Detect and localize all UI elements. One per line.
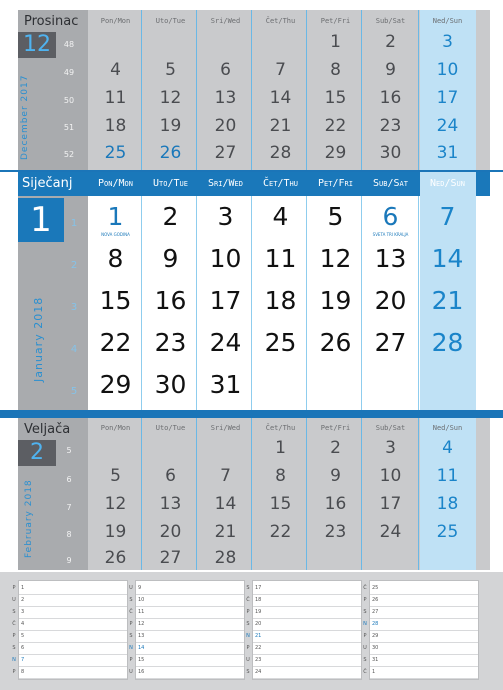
dec-day-29: 29 [324, 143, 347, 163]
notes-day-number: 8 [21, 669, 25, 675]
notes-day-letter: Č [246, 597, 250, 603]
jan-day-6: 6 [382, 202, 399, 231]
february-year-label: February 2018 [24, 479, 34, 558]
notes-line [136, 666, 244, 667]
notes-day-number: 11 [138, 609, 145, 615]
notes-day-number: 30 [372, 645, 379, 651]
feb-day-13: 13 [159, 494, 182, 514]
jan-holiday-note-1: NOVA GODINA [101, 232, 130, 237]
december-year-label: December 2017 [20, 74, 30, 160]
jan-day-31: 31 [209, 370, 242, 399]
jan-day-5: 5 [327, 202, 344, 231]
feb-day-26: 26 [104, 548, 127, 568]
dec-week-48: 48 [63, 40, 75, 49]
notes-day-letter: P [363, 597, 367, 603]
dec-day-5: 5 [165, 60, 176, 80]
dec-header-3: Čet/Thu [265, 17, 296, 25]
notes-day-letter: S [246, 669, 250, 675]
january-year-label: January 2018 [32, 296, 45, 382]
jan-day-16: 16 [154, 286, 187, 315]
notes-day-number: 24 [255, 669, 262, 675]
dec-day-15: 15 [324, 88, 347, 108]
notes-day-letter: P [12, 585, 16, 591]
notes-day-letter: Č [363, 669, 367, 675]
feb-week-7: 7 [66, 503, 72, 512]
feb-week-5: 5 [66, 446, 72, 455]
notes-line [370, 630, 478, 631]
dec-day-26: 26 [159, 143, 182, 163]
notes-box-3[interactable] [363, 580, 479, 680]
dec-day-28: 28 [269, 143, 292, 163]
notes-day-letter: P [129, 621, 133, 627]
feb-header-1: Uto/Tue [155, 424, 186, 432]
feb-day-20: 20 [159, 522, 182, 542]
notes-line [253, 666, 361, 667]
feb-day-3: 3 [385, 438, 396, 458]
notes-day-letter: P [246, 609, 250, 615]
dec-day-11: 11 [104, 88, 127, 108]
notes-day-number: 29 [372, 633, 379, 639]
notes-day-number: 16 [138, 669, 145, 675]
feb-week-9: 9 [66, 556, 72, 565]
jan-day-2: 2 [162, 202, 179, 231]
notes-day-number: 3 [21, 609, 25, 615]
notes-day-letter: N [363, 621, 367, 627]
jan-day-3: 3 [217, 202, 234, 231]
notes-day-letter: P [129, 657, 133, 663]
jan-header-6: Ned/Sun [430, 178, 465, 189]
jan-day-13: 13 [374, 244, 407, 273]
notes-line [370, 642, 478, 643]
jan-day-25: 25 [264, 328, 297, 357]
feb-day-5: 5 [110, 466, 121, 486]
feb-day-28: 28 [214, 548, 237, 568]
jan-day-8: 8 [107, 244, 124, 273]
jan-header-5: Sub/Sat [373, 178, 408, 189]
jan-day-9: 9 [162, 244, 179, 273]
january-month-number-box [18, 198, 64, 242]
notes-day-letter: S [246, 585, 250, 591]
dec-week-52: 52 [63, 150, 75, 159]
dec-week-49: 49 [63, 68, 75, 77]
notes-day-number: 27 [372, 609, 379, 615]
notes-day-letter: Č [12, 621, 16, 627]
dec-header-0: Pon/Mon [100, 17, 131, 25]
feb-day-6: 6 [165, 466, 176, 486]
december-month-name: Prosinac [24, 14, 79, 29]
notes-line [370, 654, 478, 655]
feb-day-12: 12 [104, 494, 127, 514]
jan-week-5: 5 [70, 386, 78, 397]
jan-week-1: 1 [70, 218, 78, 229]
feb-day-1: 1 [275, 438, 286, 458]
notes-day-number: 5 [21, 633, 25, 639]
notes-day-number: 25 [372, 585, 379, 591]
jan-week-4: 4 [70, 344, 78, 355]
dec-day-27: 27 [214, 143, 237, 163]
december-grid [88, 10, 480, 170]
jan-day-22: 22 [99, 328, 132, 357]
feb-day-18: 18 [436, 494, 459, 514]
notes-day-number: 1 [372, 669, 376, 675]
notes-day-number: 28 [372, 621, 379, 627]
notes-day-number: 6 [21, 645, 25, 651]
dec-day-19: 19 [159, 116, 182, 136]
feb-header-5: Sub/Sat [375, 424, 406, 432]
notes-day-letter: S [12, 609, 16, 615]
dec-day-31: 31 [436, 143, 459, 163]
feb-header-4: Pet/Fri [320, 424, 351, 432]
notes-line [370, 594, 478, 595]
jan-day-7: 7 [439, 202, 456, 231]
dec-day-9: 9 [385, 60, 396, 80]
dec-day-12: 12 [159, 88, 182, 108]
notes-day-number: 9 [138, 585, 142, 591]
notes-day-letter: Č [129, 609, 133, 615]
dec-header-4: Pet/Fri [320, 17, 351, 25]
notes-line [136, 618, 244, 619]
notes-day-letter: S [12, 645, 16, 651]
dec-day-13: 13 [214, 88, 237, 108]
notes-line [19, 654, 127, 655]
dec-day-17: 17 [436, 88, 459, 108]
dec-day-16: 16 [379, 88, 402, 108]
notes-line [136, 642, 244, 643]
dec-day-7: 7 [275, 60, 286, 80]
notes-day-number: 12 [138, 621, 145, 627]
jan-day-10: 10 [209, 244, 242, 273]
notes-line [19, 666, 127, 667]
notes-day-number: 4 [21, 621, 25, 627]
january-month-number: 1 [30, 200, 52, 240]
notes-line [19, 606, 127, 607]
notes-line [19, 678, 127, 679]
notes-day-letter: U [129, 585, 133, 591]
notes-line [370, 666, 478, 667]
jan-day-11: 11 [264, 244, 297, 273]
notes-day-letter: S [129, 597, 133, 603]
jan-day-21: 21 [431, 286, 464, 315]
notes-line [136, 678, 244, 679]
notes-day-letter: P [12, 633, 16, 639]
feb-day-17: 17 [379, 494, 402, 514]
jan-holiday-note-6: SVETA TRI KRALJA [372, 232, 409, 237]
feb-day-16: 16 [324, 494, 347, 514]
feb-day-4: 4 [442, 438, 453, 458]
jan-day-15: 15 [99, 286, 132, 315]
notes-day-letter: P [363, 633, 367, 639]
notes-day-number: 21 [255, 633, 262, 639]
dec-day-3: 3 [442, 32, 453, 52]
jan-day-26: 26 [319, 328, 352, 357]
feb-day-21: 21 [214, 522, 237, 542]
notes-line [19, 630, 127, 631]
feb-day-8: 8 [275, 466, 286, 486]
dec-day-20: 20 [214, 116, 237, 136]
notes-line [253, 678, 361, 679]
dec-week-50: 50 [63, 96, 75, 105]
jan-header-2: Sri/Wed [208, 178, 243, 189]
dec-day-4: 4 [110, 60, 121, 80]
notes-day-number: 17 [255, 585, 262, 591]
notes-day-letter: N [246, 633, 250, 639]
dec-day-21: 21 [269, 116, 292, 136]
notes-day-letter: U [363, 645, 367, 651]
notes-day-number: 18 [255, 597, 262, 603]
january-grid [88, 172, 480, 410]
notes-day-letter: N [129, 645, 133, 651]
notes-line [136, 630, 244, 631]
jan-day-14: 14 [431, 244, 464, 273]
dec-day-22: 22 [324, 116, 347, 136]
notes-day-letter: S [246, 621, 250, 627]
notes-line [19, 642, 127, 643]
notes-line [19, 618, 127, 619]
jan-day-28: 28 [431, 328, 464, 357]
notes-box-2[interactable] [246, 580, 362, 680]
feb-day-23: 23 [324, 522, 347, 542]
notes-box-0[interactable] [12, 580, 128, 680]
jan-day-4: 4 [272, 202, 289, 231]
dec-header-2: Sri/Wed [210, 17, 241, 25]
dec-day-25: 25 [104, 143, 127, 163]
dec-day-10: 10 [436, 60, 459, 80]
jan-day-29: 29 [99, 370, 132, 399]
dec-header-1: Uto/Tue [155, 17, 186, 25]
feb-header-3: Čet/Thu [265, 424, 296, 432]
jan-day-27: 27 [374, 328, 407, 357]
notes-day-letter: U [12, 597, 16, 603]
feb-week-8: 8 [66, 530, 72, 539]
feb-col-separator [418, 418, 419, 570]
notes-line [370, 678, 478, 679]
dec-col-separator [418, 10, 419, 170]
feb-header-6: Ned/Sun [432, 424, 463, 432]
notes-day-number: 19 [255, 609, 262, 615]
dec-day-6: 6 [220, 60, 231, 80]
jan-col-separator [418, 196, 419, 410]
notes-line [370, 606, 478, 607]
feb-header-0: Pon/Mon [100, 424, 131, 432]
notes-day-letter: S [129, 633, 133, 639]
notes-day-letter: S [363, 657, 367, 663]
jan-day-1: 1 [107, 202, 124, 231]
feb-day-15: 15 [269, 494, 292, 514]
notes-day-letter: Č [363, 585, 367, 591]
february-month-number-box [18, 440, 56, 466]
notes-day-number: 14 [138, 645, 145, 651]
january-panel [18, 172, 490, 410]
december-month-number-box [18, 32, 56, 58]
jan-day-12: 12 [319, 244, 352, 273]
jan-divider [0, 410, 503, 418]
dec-day-18: 18 [104, 116, 127, 136]
notes-day-number: 1 [21, 585, 25, 591]
december-month-number: 12 [23, 32, 51, 57]
feb-day-10: 10 [379, 466, 402, 486]
notes-day-number: 2 [21, 597, 25, 603]
december-panel [18, 10, 490, 170]
feb-day-9: 9 [330, 466, 341, 486]
notes-line [253, 630, 361, 631]
notes-day-number: 23 [255, 657, 262, 663]
jan-day-23: 23 [154, 328, 187, 357]
notes-line [253, 618, 361, 619]
notes-line [253, 642, 361, 643]
dec-day-8: 8 [330, 60, 341, 80]
dec-day-14: 14 [269, 88, 292, 108]
dec-day-24: 24 [436, 116, 459, 136]
notes-line [136, 654, 244, 655]
notes-day-letter: P [12, 669, 16, 675]
dec-day-30: 30 [379, 143, 402, 163]
feb-day-14: 14 [214, 494, 237, 514]
notes-line [253, 606, 361, 607]
notes-day-number: 15 [138, 657, 145, 663]
jan-day-19: 19 [319, 286, 352, 315]
feb-day-22: 22 [269, 522, 292, 542]
dec-day-23: 23 [379, 116, 402, 136]
jan-header-0: Pon/Mon [98, 178, 133, 189]
jan-day-30: 30 [154, 370, 187, 399]
february-panel [18, 418, 490, 570]
february-month-name: Veljača [24, 422, 71, 437]
notes-day-number: 10 [138, 597, 145, 603]
jan-day-18: 18 [264, 286, 297, 315]
dec-day-1: 1 [330, 32, 341, 52]
feb-week-6: 6 [66, 475, 72, 484]
dec-day-2: 2 [385, 32, 396, 52]
notes-line [19, 594, 127, 595]
notes-day-letter: N [12, 657, 16, 663]
notes-day-letter: P [246, 645, 250, 651]
notes-line [136, 594, 244, 595]
notes-day-number: 13 [138, 633, 145, 639]
notes-box-1[interactable] [129, 580, 245, 680]
february-grid [88, 418, 480, 570]
jan-header-3: Čet/Thu [263, 178, 298, 189]
jan-header-4: Pet/Fri [318, 178, 353, 189]
jan-week-2: 2 [70, 260, 78, 271]
dec-week-51: 51 [63, 123, 75, 132]
jan-header-1: Uto/Tue [153, 178, 188, 189]
notes-day-letter: U [246, 657, 250, 663]
notes-day-number: 7 [21, 657, 25, 663]
jan-week-3: 3 [70, 302, 78, 313]
feb-day-2: 2 [330, 438, 341, 458]
january-month-name: Siječanj [22, 176, 73, 191]
feb-day-11: 11 [436, 466, 459, 486]
feb-day-25: 25 [436, 522, 459, 542]
notes-line [370, 618, 478, 619]
feb-header-2: Sri/Wed [210, 424, 241, 432]
notes-day-letter: U [129, 669, 133, 675]
jan-day-20: 20 [374, 286, 407, 315]
notes-day-letter: S [363, 609, 367, 615]
notes-day-number: 26 [372, 597, 379, 603]
notes-line [253, 594, 361, 595]
feb-day-24: 24 [379, 522, 402, 542]
notes-line [136, 606, 244, 607]
notes-day-number: 22 [255, 645, 262, 651]
jan-day-24: 24 [209, 328, 242, 357]
feb-day-7: 7 [220, 466, 231, 486]
jan-day-17: 17 [209, 286, 242, 315]
notes-line [253, 654, 361, 655]
dec-header-6: Ned/Sun [432, 17, 463, 25]
notes-day-number: 31 [372, 657, 379, 663]
february-month-number: 2 [30, 440, 44, 465]
notes-area [12, 580, 484, 684]
dec-header-5: Sub/Sat [375, 17, 406, 25]
notes-day-number: 20 [255, 621, 262, 627]
feb-day-19: 19 [104, 522, 127, 542]
feb-day-27: 27 [159, 548, 182, 568]
